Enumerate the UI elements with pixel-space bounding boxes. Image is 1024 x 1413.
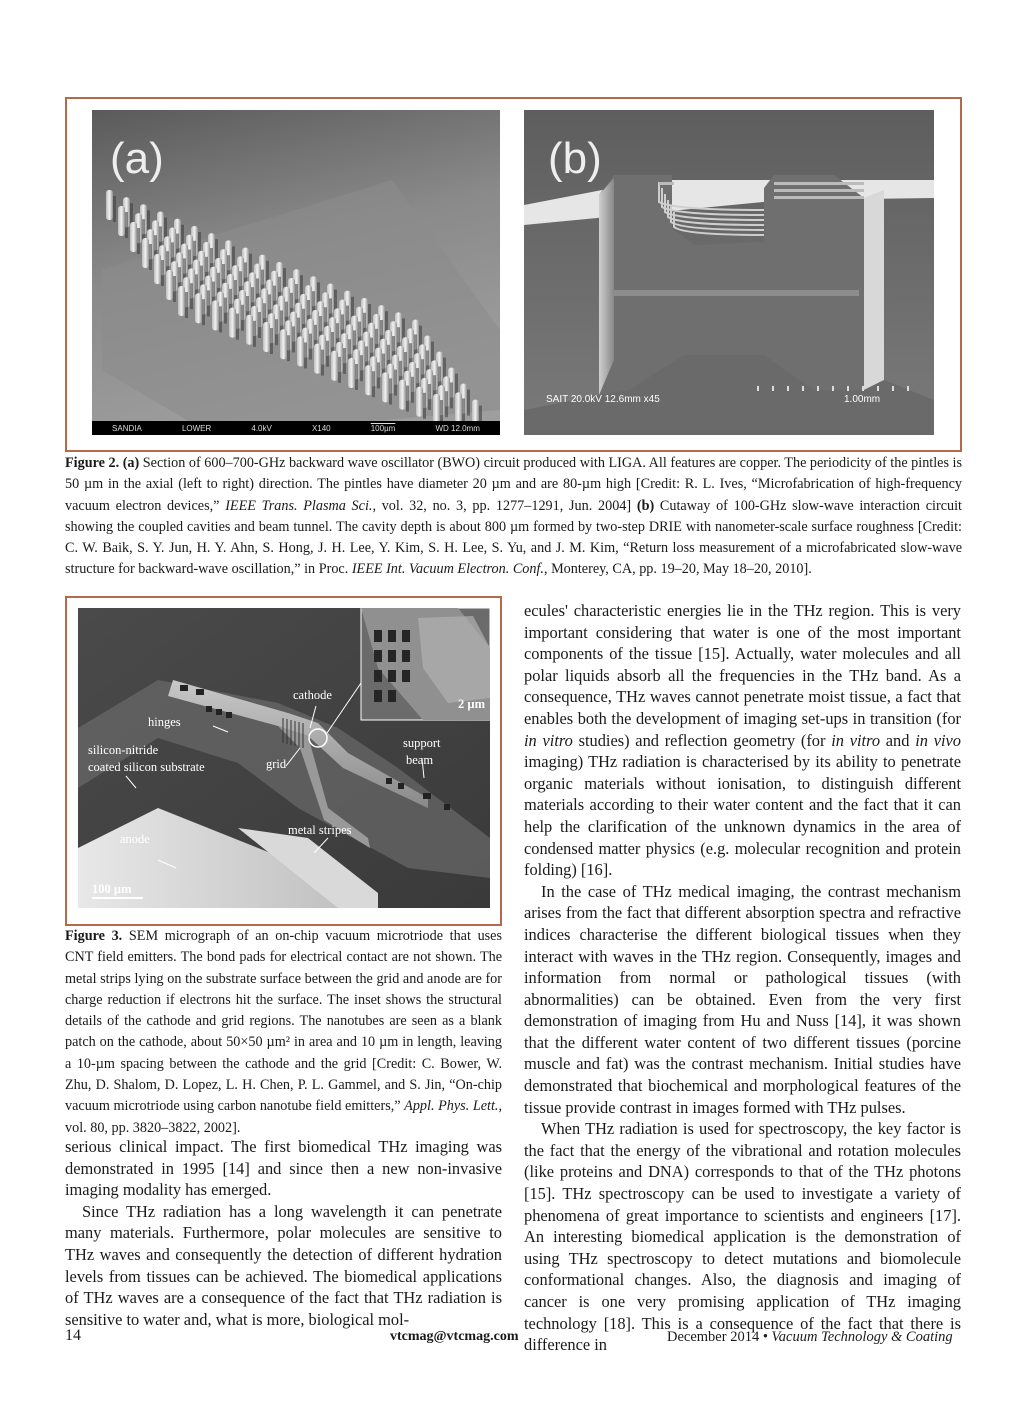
info-bar-lab: SANDIA <box>112 423 142 433</box>
footer-journal: Vacuum Technology & Coating <box>771 1329 953 1345</box>
right-paragraph-2: In the case of THz medical imaging, the contrast mechanism arises from the fact that different absorption spectra and refractive indices characterise the different biological tissues when they interact with waves in the THz region. Consequently, images and information from normal or pathological tissues (with abnormalities) can be obtained. Even from the very first demonstration of imaging from Hu and Nuss [14], it was shown that the different water content of two different tissues (porcine muscle and fat) was the contrast mechanism. Initial studies have demonstrated that biochemical and morphological features of the tissue provide contrast in images formed with THz pulses. <box>524 881 961 1117</box>
figure-3-journal: Appl. Phys. Lett. <box>404 1098 499 1115</box>
right-p1-part-a: ecules' characteristic energies lie in the THz region. This is very important considering that water is one of the most important components of the tissue [15]. Actually, water molecules and all polar liquids absorb all the frequencies in the THz band. As a consequence, THz waves cannot penetrate moist tissue, a fact that enables both the development of imaging set-ups in transition (for <box>524 601 961 728</box>
page-number: 14 <box>65 1327 81 1344</box>
figure-2-label: Figure 2. <box>65 455 120 471</box>
footer-publication <box>667 1329 953 1346</box>
figure-2b-sem-image <box>524 110 934 435</box>
fig3-inset-scale-label: 2 µm <box>458 697 485 711</box>
figure-2a-sem-image <box>92 110 500 435</box>
fig3-label-cathode: cathode <box>293 688 332 702</box>
fig3-label-anode: anode <box>120 832 150 846</box>
figure-2b-description: Cutaway of 100-GHz slow-wave interaction circuit showing the coupled cavities and beam tunnel. The cavity depth is about 800 µm formed by two-step DRIE with nanometer-scale surface roughness [Credit: C. W. Baik, S. Y. Jun, H. Y. Ahn, S. Hong, J. H. Lee, Y. Kim, S. H. Lee, S. Yu, and J. M. Kim, “Return loss measurement of a microfabricated slow-wave structure for backward-wave oscillation,” in Proc. <box>65 497 962 578</box>
fig3-label-support-2: beam <box>406 753 434 767</box>
figure-2b-info-bar: SAIT 20.0kV 12.6mm x45 <box>546 394 660 405</box>
right-column-text <box>524 600 961 1356</box>
right-p1-italic-2: in vitro <box>831 730 881 750</box>
right-p1-italic-1: in vitro <box>524 730 573 750</box>
footer-date: December 2014 <box>667 1329 760 1345</box>
fig3-label-hinges: hinges <box>148 715 181 729</box>
info-bar-detector: LOWER <box>181 423 212 433</box>
figure-2a-journal: IEEE Trans. Plasma Sci. <box>225 497 373 514</box>
figure-3-label: Figure 3. <box>65 928 123 944</box>
figure-2b-citation-tail: , Monterey, CA, pp. 19–20, May 18–20, 2010]. <box>543 561 812 578</box>
figure-3-caption <box>65 926 502 1139</box>
left-paragraph-1: serious clinical impact. The first biomedical THz imaging was demonstrated in 1995 [14] and since then a new non-invasive imaging modality has emerged. <box>65 1137 502 1200</box>
figure-2a-panel-label: (a) <box>110 134 164 183</box>
figure-2b-marker: (b) <box>636 497 655 514</box>
fig3-label-support-1: support <box>403 736 441 750</box>
figure-2a-description: Section of 600–700-GHz backward wave oscillator (BWO) circuit produced with LIGA. All features are copper. The periodicity of the pintles is 50 µm in the axial (left to right) direction. The pintles have diameter 20 µm and are 80-µm high [Credit: R. L. Ives, “Microfabrication of high-frequency vacuum electron devices,” <box>65 455 963 514</box>
left-paragraph-2: Since THz radiation has a long wavelength it can penetrate many materials. Furthermore, polar molecules are sensitive to THz waves and consequently the detection of different hydration levels from tissues can be achieved. The biomedical applications of THz waves are a consequence of the fact that THz radiation is sensitive to water and, what is more, biological mol- <box>65 1201 502 1329</box>
right-paragraph-3: When THz radiation is used for spectroscopy, the key factor is the fact that the energy of the vibrational and rotation molecules (like proteins and DNA) corresponds to that of the THz photons [15]. THz spectroscopy can be used to investigate a variety of phenomena of great importance to scientists and engineers [17]. An interesting biomedical application is the demonstration of using THz spectroscopy to detect mutations and biomolecule conformational changes. Also, the diagnosis and imaging of cancer is one very promising application of THz imaging technology [18]. This is a consequence of the fact that there is difference in <box>524 1119 961 1355</box>
figure-2-caption <box>65 453 962 581</box>
info-bar-magnification: X140 <box>311 423 331 433</box>
info-bar-scale: 100µm <box>370 423 396 433</box>
fig3-label-substrate-1: silicon-nitride <box>88 743 159 757</box>
left-column-text <box>65 1136 502 1330</box>
fig3-scale-label: 100 µm <box>92 882 132 896</box>
fig3-label-grid: grid <box>266 757 287 771</box>
figure-3-citation-tail: , vol. 80, pp. 3820–3822, 2002]. <box>65 1098 502 1136</box>
figure-2b-panel-label: (b) <box>548 134 602 183</box>
right-p1-part-d: imaging) THz radiation is characterised by its ability to penetrate organic materials without ionisation, to distinguish different materials according to their water content and the fact that it can help the clarification of the unknown dynamics in the area of condensed matter physics (e.g. molecular recognition and protein folding) [16]. <box>524 752 961 880</box>
figure-2a-info-bar <box>92 421 500 435</box>
footer-email: vtcmag@vtcmag.com <box>390 1329 519 1344</box>
figure-2a-citation-tail: , vol. 32, no. 3, pp. 1277–1291, Jun. 2004] <box>372 497 637 514</box>
right-p1-italic-3: in vivo <box>915 730 961 750</box>
right-p1-part-c: and <box>880 730 916 750</box>
right-p1-part-b: studies) and reflection geometry (for <box>572 730 832 750</box>
figure-2a-marker: (a) <box>122 455 140 471</box>
right-paragraph-1 <box>524 600 961 881</box>
info-bar-wd: WD 12.0mm <box>435 423 480 433</box>
figure-3-description: SEM micrograph of an on-chip vacuum microtriode that uses CNT field emitters. The bond pads for electrical contact are not shown. The metal strips lying on the substrate surface between the grid and anode are for charge reduction if electrons hit the surface. The inset shows the structural details of the cathode and grid regions. The nanotubes are seen as a blank patch on the cathode, about 50×50 µm² in area and 10 µm in length, leaving a 10-µm spacing between the cathode and the grid [Credit: C. Bower, W. Zhu, D. Shalom, D. Lopez, L. H. Chen, P. L. Gammel, and S. Jin, “On-chip vacuum microtriode using carbon nanotube field emitters,” <box>65 928 503 1115</box>
info-bar-voltage: 4.0kV <box>251 423 272 433</box>
figure-2b-scale-label: 1.00mm <box>844 394 881 405</box>
footer-bullet: • <box>762 1329 768 1345</box>
figure-3-sem-image <box>78 608 490 908</box>
figure-2b-journal: IEEE Int. Vacuum Electron. Conf. <box>351 561 544 578</box>
fig3-label-metal-stripes: metal stripes <box>288 823 352 837</box>
fig3-label-substrate-2: coated silicon substrate <box>88 760 205 774</box>
